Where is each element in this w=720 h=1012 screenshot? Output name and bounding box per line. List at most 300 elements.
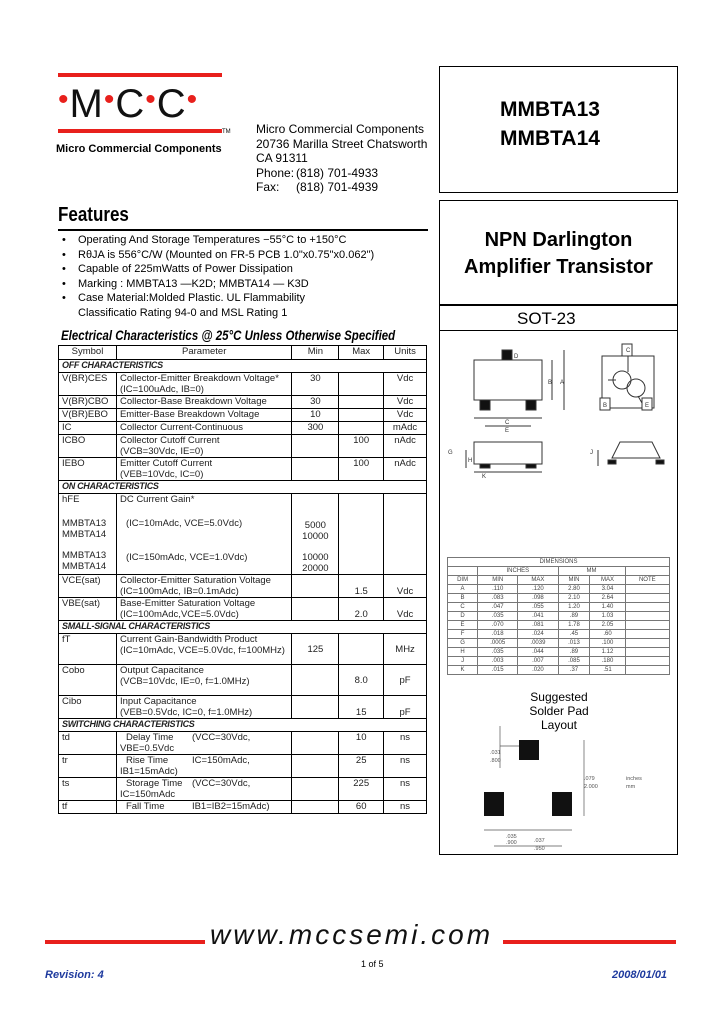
pin-label: C	[626, 348, 631, 354]
hfe-min: 10000	[302, 531, 329, 542]
col-header: Units	[384, 346, 427, 360]
param-cell: Collector-Base Breakdown Voltage	[116, 396, 291, 409]
feature-text: Operating And Storage Temperatures −55°C to +150°C	[78, 234, 347, 246]
units-cell	[384, 494, 427, 575]
param-cond: (VCB=30Vdc, IE=0)	[119, 446, 204, 457]
col-header: Parameter	[116, 346, 291, 360]
dim-cell: G	[448, 639, 478, 648]
param-cell: Emitter-Base Breakdown Voltage	[116, 409, 291, 422]
description-line: NPN Darlington	[484, 229, 633, 251]
solder-pad	[552, 792, 572, 816]
dim-cell: .041	[518, 612, 558, 621]
dim-cell: 2.05	[590, 621, 625, 630]
dim-cell	[625, 594, 669, 603]
transistor-symbol	[627, 379, 645, 397]
table-row	[59, 665, 427, 696]
param-cell	[116, 778, 291, 801]
side-view-body	[474, 442, 542, 464]
dim-cell: E	[448, 621, 478, 630]
feature-item: • Operating And Storage Temperatures −55°C to +150°C	[62, 234, 347, 246]
col-header: Symbol	[59, 346, 117, 360]
param-cond: (IC=100uAdc, IB=0)	[119, 384, 204, 395]
package-name: SOT-23	[517, 309, 576, 328]
fax-line	[256, 180, 427, 195]
pad-label: .037	[534, 838, 545, 844]
top-view-body	[474, 360, 542, 400]
param-cell: Collector Current-Continuous	[116, 422, 291, 435]
param-cell	[116, 696, 291, 719]
units-cell: nAdc	[384, 435, 427, 458]
param-text: Delay Time	[125, 732, 174, 743]
phone-label: Phone:	[256, 165, 295, 180]
dim-cell: 2.64	[590, 594, 625, 603]
section-title: SWITCHING CHARACTERISTICS	[59, 719, 427, 732]
dim-cell	[448, 567, 478, 576]
table-header-row	[59, 346, 427, 360]
dim-cell: .035	[478, 648, 518, 657]
dim-header: MIN	[558, 576, 590, 585]
param-cell	[116, 732, 291, 755]
address-line: CA 91311	[256, 151, 308, 165]
dimensions-table	[447, 557, 670, 675]
pad-label: .900	[506, 840, 517, 846]
dim-row	[448, 603, 670, 612]
side-view-body	[612, 442, 660, 458]
section-title: ON CHARACTERISTICS	[59, 481, 427, 494]
dim-cell	[625, 657, 669, 666]
section-title: SMALL-SIGNAL CHARACTERISTICS	[59, 621, 427, 634]
dim-cell	[625, 648, 669, 657]
dim-header: NOTE	[625, 576, 669, 585]
param-cond: (IC=100mAdc, IB=0.1mAdc)	[119, 586, 239, 597]
footer-bar-right	[503, 940, 676, 944]
dim-cell: 1.03	[590, 612, 625, 621]
symbol-cell: fT	[59, 634, 117, 665]
param-cell	[116, 801, 291, 814]
part-number-box	[439, 66, 678, 193]
dim-cell: .081	[518, 621, 558, 630]
pad-label: .035	[506, 834, 517, 840]
dim-row	[448, 648, 670, 657]
logo-subtitle: Micro Commercial Components	[56, 143, 222, 155]
dim-cell: .024	[518, 630, 558, 639]
electrical-title: Electrical Characteristics @ 25°C Unless Otherwise Specified	[61, 327, 396, 343]
dim-cell	[625, 639, 669, 648]
pad-label: 2.000	[584, 784, 598, 790]
pad-units: mm	[626, 784, 636, 790]
dim-cell: .0039	[518, 639, 558, 648]
pin-label: B	[603, 403, 608, 409]
logo-top-bar	[58, 73, 222, 77]
units-cell: Vdc	[384, 598, 427, 621]
max-cell	[339, 422, 384, 435]
address-line: Micro Commercial Components	[256, 122, 425, 136]
param-cond: (VEB=0.5Vdc, IC=0, f=1.0MHz)	[119, 707, 253, 718]
param-text: Input Capacitance	[119, 696, 197, 707]
max-cell	[339, 494, 384, 575]
table-row	[59, 435, 427, 458]
dim-cell: .120	[518, 585, 558, 594]
solder-pad	[484, 792, 504, 816]
dim-cell: .047	[478, 603, 518, 612]
revision-date: 2008/01/01	[612, 969, 668, 981]
dim-group: MM	[558, 567, 625, 576]
table-row	[59, 458, 427, 481]
dim-cell: D	[448, 612, 478, 621]
min-cell	[292, 696, 339, 719]
param-text: DC Current Gain*	[119, 494, 195, 505]
min-cell	[292, 801, 339, 814]
param-cell	[116, 755, 291, 778]
dim-row	[448, 594, 670, 603]
dim-cell: .003	[478, 657, 518, 666]
param-text: Base-Emitter Saturation Voltage	[119, 598, 256, 609]
feature-continuation: Classificatio Rating 94-0 and MSL Rating 1	[78, 306, 288, 319]
units-cell: ns	[384, 778, 427, 801]
param-cell	[116, 598, 291, 621]
param-cell	[116, 575, 291, 598]
units-cell: Vdc	[384, 409, 427, 422]
dim-cell: 1.78	[558, 621, 590, 630]
features-title: Features	[58, 204, 129, 226]
dim-letter: A	[560, 380, 565, 386]
max-cell: 8.0	[339, 665, 384, 696]
address-line: 20736 Marilla Street Chatsworth	[256, 136, 428, 151]
min-cell	[292, 575, 339, 598]
feature-text: RθJA is 556°C/W (Mounted on FR-5 PCB 1.0"x0.75"x0.062")	[78, 248, 375, 261]
max-cell: 1.5	[339, 575, 384, 598]
revision: Revision: 4	[45, 969, 104, 981]
max-cell: 100	[339, 435, 384, 458]
dim-row	[448, 657, 670, 666]
dim-cell	[625, 567, 669, 576]
feature-item: • Marking : MMBTA13 —K2D; MMBTA14 — K3D	[62, 277, 309, 290]
feature-item: • RθJA is 556°C/W (Mounted on FR-5 PCB 1.0"x0.75"x0.062")	[62, 248, 375, 261]
hfe-part: MMBTA14	[62, 529, 107, 540]
hfe-symbol: hFE	[62, 494, 80, 505]
solder-pad-drawing	[440, 718, 678, 854]
dim-cell: .37	[558, 666, 590, 675]
package-drawing	[440, 332, 678, 554]
dim-cell: .098	[518, 594, 558, 603]
max-cell	[339, 396, 384, 409]
section-title: OFF CHARACTERISTICS	[59, 360, 427, 373]
dim-cell: .180	[590, 657, 625, 666]
dim-letter: C	[505, 420, 510, 426]
feature-item: • Case Material:Molded Plastic. UL Flammability	[62, 292, 305, 304]
param-text: Storage Time	[125, 778, 183, 789]
param-text: Rise Time	[125, 755, 169, 766]
feature-text: Marking : MMBTA13 —K2D; MMBTA14 — K3D	[78, 277, 309, 290]
max-cell	[339, 409, 384, 422]
units-cell: nAdc	[384, 458, 427, 481]
trademark: TM	[222, 129, 231, 135]
dim-cell: .020	[518, 666, 558, 675]
footer-bar-left	[45, 940, 205, 944]
min-cell: 125	[292, 634, 339, 665]
dim-cell: 1.12	[590, 648, 625, 657]
units-cell: pF	[384, 696, 427, 719]
fax-number: (818) 701-4939	[296, 180, 379, 194]
hfe-part: MMBTA13	[62, 518, 107, 529]
units-cell: ns	[384, 801, 427, 814]
table-row	[59, 396, 427, 409]
dim-letter: K	[482, 474, 487, 480]
part-number: MMBTA14	[500, 127, 600, 150]
page-number: 1 of 5	[361, 959, 384, 969]
pad-units: inches	[626, 776, 642, 782]
dim-letter: J	[590, 450, 593, 456]
features-list	[62, 233, 432, 320]
dim-cell	[625, 630, 669, 639]
table-row	[59, 778, 427, 801]
table-row	[59, 634, 427, 665]
dim-cell: 1.20	[558, 603, 590, 612]
units-cell: Vdc	[384, 575, 427, 598]
feature-text: Case Material:Molded Plastic. UL Flammability	[78, 292, 305, 304]
param-cond: (VCB=10Vdc, IE=0, f=1.0MHz)	[119, 676, 250, 687]
param-text: Collector-Emitter Saturation Voltage	[119, 575, 271, 586]
units-cell: ns	[384, 732, 427, 755]
dim-cell: .51	[590, 666, 625, 675]
dim-letter: D	[514, 354, 519, 360]
param-cell	[116, 665, 291, 696]
hfe-part: MMBTA13	[62, 550, 107, 561]
param-cell	[116, 458, 291, 481]
lead	[526, 464, 536, 468]
dim-header: MAX	[590, 576, 625, 585]
max-cell	[339, 634, 384, 665]
pin-pad	[502, 350, 512, 360]
max-cell: 60	[339, 801, 384, 814]
param-cond: (VCC=30Vdc, IC=150mAdc	[119, 778, 251, 800]
dim-cell: .083	[478, 594, 518, 603]
table-row	[59, 755, 427, 778]
dim-letter: B	[548, 380, 553, 386]
hfe-part: MMBTA14	[62, 561, 107, 572]
symbol-cell: IEBO	[59, 458, 117, 481]
dim-cell: A	[448, 585, 478, 594]
param-cell	[116, 634, 291, 665]
dim-letter: H	[468, 458, 473, 464]
pin-pad	[526, 400, 536, 410]
phone-line	[256, 166, 427, 181]
dim-cell: .013	[558, 639, 590, 648]
dim-cell: 1.40	[590, 603, 625, 612]
pad-label: .950	[534, 846, 545, 852]
param-text: Collector-Emitter Breakdown Voltage*	[119, 373, 279, 384]
param-cell	[116, 435, 291, 458]
dim-cell: H	[448, 648, 478, 657]
pad-label: .079	[584, 776, 595, 782]
dim-cell	[625, 603, 669, 612]
description-box	[439, 200, 678, 305]
param-cond: IB1=IB2=15mAdc)	[191, 801, 270, 812]
param-cond: (IC=10mAdc, VCE=5.0Vdc, f=100MHz)	[119, 645, 285, 656]
dim-cell: .0005	[478, 639, 518, 648]
symbol-cell: ICBO	[59, 435, 117, 458]
table-row	[59, 696, 427, 719]
dim-cell: .100	[590, 639, 625, 648]
symbol-cell: V(BR)CES	[59, 373, 117, 396]
table-row	[59, 409, 427, 422]
dim-cell: .110	[478, 585, 518, 594]
dim-row	[448, 621, 670, 630]
min-cell: 30	[292, 373, 339, 396]
logo-bottom-bar	[58, 129, 222, 133]
dim-header: MIN	[478, 576, 518, 585]
max-cell: 15	[339, 696, 384, 719]
symbol-cell: V(BR)EBO	[59, 409, 117, 422]
dim-cell: 3.04	[590, 585, 625, 594]
param-text: Collector Cutoff Current	[119, 435, 220, 446]
pad-label: .800	[490, 758, 501, 764]
param-cond: (IC=100mAdc,VCE=5.0Vdc)	[119, 609, 239, 620]
min-cell: 30	[292, 396, 339, 409]
dim-cell: .45	[558, 630, 590, 639]
dim-cell: 2.10	[558, 594, 590, 603]
dim-cell: F	[448, 630, 478, 639]
dim-cell: .89	[558, 648, 590, 657]
feature-text: Capable of 225mWatts of Power Dissipation	[78, 263, 293, 275]
table-row	[59, 373, 427, 396]
symbol-cell: tr	[59, 755, 117, 778]
dim-row	[448, 666, 670, 675]
dim-cell: .018	[478, 630, 518, 639]
dim-header: DIM	[448, 576, 478, 585]
symbol-cell: VCE(sat)	[59, 575, 117, 598]
symbol-cell: V(BR)CBO	[59, 396, 117, 409]
min-cell: 300	[292, 422, 339, 435]
min-cell	[292, 494, 339, 575]
table-row	[59, 732, 427, 755]
section-row	[59, 719, 427, 732]
website-url[interactable]: www.mccsemi.com	[210, 919, 494, 950]
hfe-min: 10000	[302, 552, 329, 563]
features-divider	[58, 229, 428, 231]
dim-title: DIMENSIONS	[448, 558, 670, 567]
dim-row	[448, 612, 670, 621]
units-cell: mAdc	[384, 422, 427, 435]
section-row	[59, 360, 427, 373]
table-row	[59, 575, 427, 598]
feature-item: • Capable of 225mWatts of Power Dissipation	[62, 263, 293, 275]
param-cond: (IC=10mAdc, VCE=5.0Vdc)	[125, 518, 243, 529]
units-cell: Vdc	[384, 396, 427, 409]
lead	[608, 460, 616, 464]
units-cell: ns	[384, 755, 427, 778]
dim-cell: .085	[558, 657, 590, 666]
section-row	[59, 621, 427, 634]
symbol-cell: IC	[59, 422, 117, 435]
phone-number: (818) 701-4933	[296, 165, 379, 180]
min-cell: 10	[292, 409, 339, 422]
electrical-table	[58, 345, 427, 814]
dim-header: MAX	[518, 576, 558, 585]
dim-cell: C	[448, 603, 478, 612]
dim-row	[448, 585, 670, 594]
lead	[480, 464, 490, 468]
dim-cell: .035	[478, 612, 518, 621]
package-divider	[439, 330, 678, 331]
dim-cell: .055	[518, 603, 558, 612]
logo: •M•C•C•	[58, 82, 199, 126]
min-cell	[292, 732, 339, 755]
dim-cell	[625, 621, 669, 630]
param-text: Emitter Cutoff Current	[119, 458, 213, 469]
symbol-cell: tf	[59, 801, 117, 814]
dim-cell: .070	[478, 621, 518, 630]
symbol-cell: Cobo	[59, 665, 117, 696]
section-row	[59, 481, 427, 494]
symbol-cell: td	[59, 732, 117, 755]
param-cond: IC=150mAdc, IB1=15mAdc)	[119, 755, 250, 777]
pin-label: E	[645, 403, 650, 409]
max-cell: 100	[339, 458, 384, 481]
max-cell	[339, 373, 384, 396]
units-cell: MHz	[384, 634, 427, 665]
param-cell	[116, 373, 291, 396]
dim-cell	[625, 612, 669, 621]
solder-pad	[519, 740, 539, 760]
hfe-min: 5000	[304, 520, 326, 531]
company-address	[256, 122, 427, 195]
dim-cell: .60	[590, 630, 625, 639]
min-cell	[292, 778, 339, 801]
symbol-cell: ts	[59, 778, 117, 801]
param-cell	[116, 494, 291, 575]
param-text: Current Gain-Bandwidth Product	[119, 634, 258, 645]
param-cond: (IC=150mAdc, VCE=1.0Vdc)	[125, 552, 248, 563]
dim-cell	[625, 585, 669, 594]
solder-title: Suggested Solder Pad Layout	[529, 690, 589, 732]
min-cell	[292, 665, 339, 696]
dim-cell: B	[448, 594, 478, 603]
dim-row	[448, 630, 670, 639]
pin-pad	[480, 400, 490, 410]
dim-cell: .015	[478, 666, 518, 675]
min-cell	[292, 598, 339, 621]
dim-cell: J	[448, 657, 478, 666]
param-text: Output Capacitance	[119, 665, 204, 676]
dim-row	[448, 639, 670, 648]
table-row	[59, 422, 427, 435]
dim-cell: K	[448, 666, 478, 675]
max-cell: 2.0	[339, 598, 384, 621]
units-cell: pF	[384, 665, 427, 696]
min-cell	[292, 755, 339, 778]
max-cell: 225	[339, 778, 384, 801]
col-header: Max	[339, 346, 384, 360]
min-cell	[292, 435, 339, 458]
description-line: Amplifier Transistor	[464, 256, 653, 278]
lead	[656, 460, 664, 464]
symbol-cell	[59, 494, 117, 575]
col-header: Min	[292, 346, 339, 360]
dim-letter: E	[505, 428, 510, 434]
pad-label: .031	[490, 750, 501, 756]
fax-label: Fax:	[256, 180, 280, 194]
dim-letter: G	[448, 450, 453, 456]
param-text: Fall Time	[125, 801, 165, 812]
dim-cell: .007	[518, 657, 558, 666]
param-cond: (VEB=10Vdc, IC=0)	[119, 469, 204, 480]
max-cell: 25	[339, 755, 384, 778]
symbol-cell: Cibo	[59, 696, 117, 719]
param-cond: (VCC=30Vdc, VBE=0.5Vdc	[119, 732, 251, 754]
max-cell: 10	[339, 732, 384, 755]
part-number: MMBTA13	[500, 98, 600, 121]
